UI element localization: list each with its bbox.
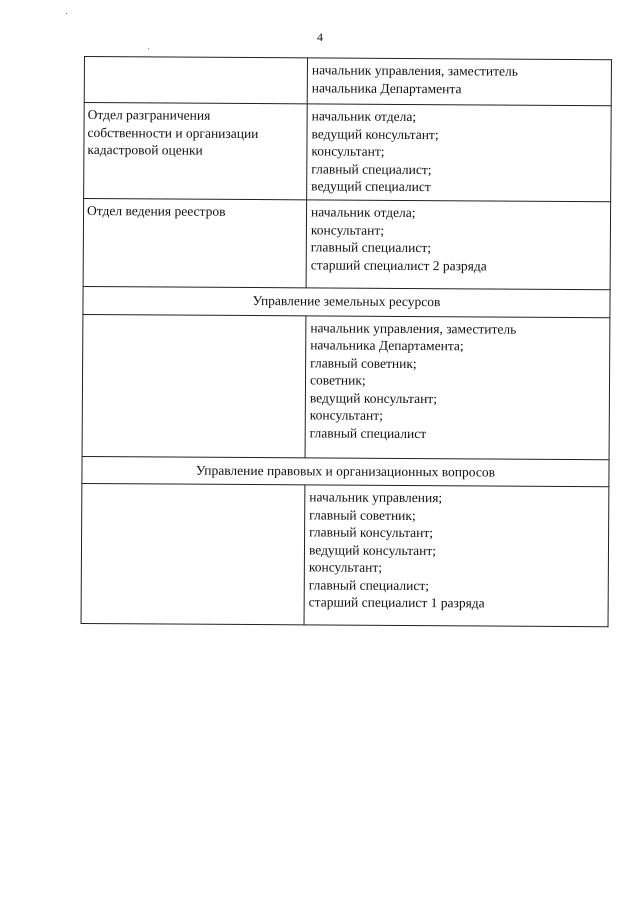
position-line: ведущий консультант; [308,541,437,558]
position-line: начальник управления, заместитель [310,319,517,337]
department-line: Отдел разграничения [87,107,211,123]
department-line: кадастровой оценки [87,142,203,158]
position-line: ведущий специалист [311,178,431,195]
scan-speck [148,48,149,49]
position-line: главный советник; [309,506,416,523]
position-line: консультант; [311,143,385,159]
position-line: главный специалист; [310,239,432,256]
positions-cell [307,104,612,202]
page-number: 4 [317,30,323,44]
position-line: начальник управления; [309,489,443,506]
positions-cell [306,200,611,290]
department-cell [82,314,306,457]
section-heading-row [83,286,610,317]
table-row [81,483,609,626]
position-line: ведущий консультант; [311,125,439,142]
staff-table [81,56,612,627]
department-cell [83,199,307,288]
position-line: старший специалист 1 разряда [308,594,485,611]
position-line: главный специалист; [311,160,432,177]
department-line: Отдел ведения реестров [87,203,226,219]
department-cell [81,483,305,624]
position-line: консультант; [308,559,383,575]
table-row [83,199,611,290]
department-line: собственности и организации [87,124,259,141]
positions-cell [307,58,611,106]
position-line: старший специалист 2 разряда [310,256,487,273]
department-cell [84,57,307,104]
section-heading: Управление земельных ресурсов [83,286,610,317]
position-line: начальник отдела; [311,108,417,125]
positions-cell [305,315,610,459]
table-row [82,314,610,459]
position-line: главный консультант; [309,524,434,541]
staff-table-body [81,57,611,627]
table-row [84,57,611,106]
table-row [84,103,612,202]
position-line: консультант; [310,221,385,238]
position-line: начальник управления, заместитель [311,62,518,79]
section-heading-row [82,456,609,487]
scan-speck [66,13,67,14]
position-line: главный специалист; [308,576,430,593]
position-line: начальник отдела; [311,204,416,221]
department-cell [84,103,308,200]
position-line: главный советник; [310,354,417,371]
position-line: начальника Департамента; [310,337,464,354]
position-line: консультант; [309,407,383,423]
position-line: начальника Департамента [311,79,462,96]
position-line: главный специалист [309,424,427,441]
positions-cell [304,485,609,627]
position-line: ведущий консультант; [309,389,438,406]
position-line: советник; [309,372,366,388]
section-heading: Управление правовых и организационных вопросов [82,456,609,487]
